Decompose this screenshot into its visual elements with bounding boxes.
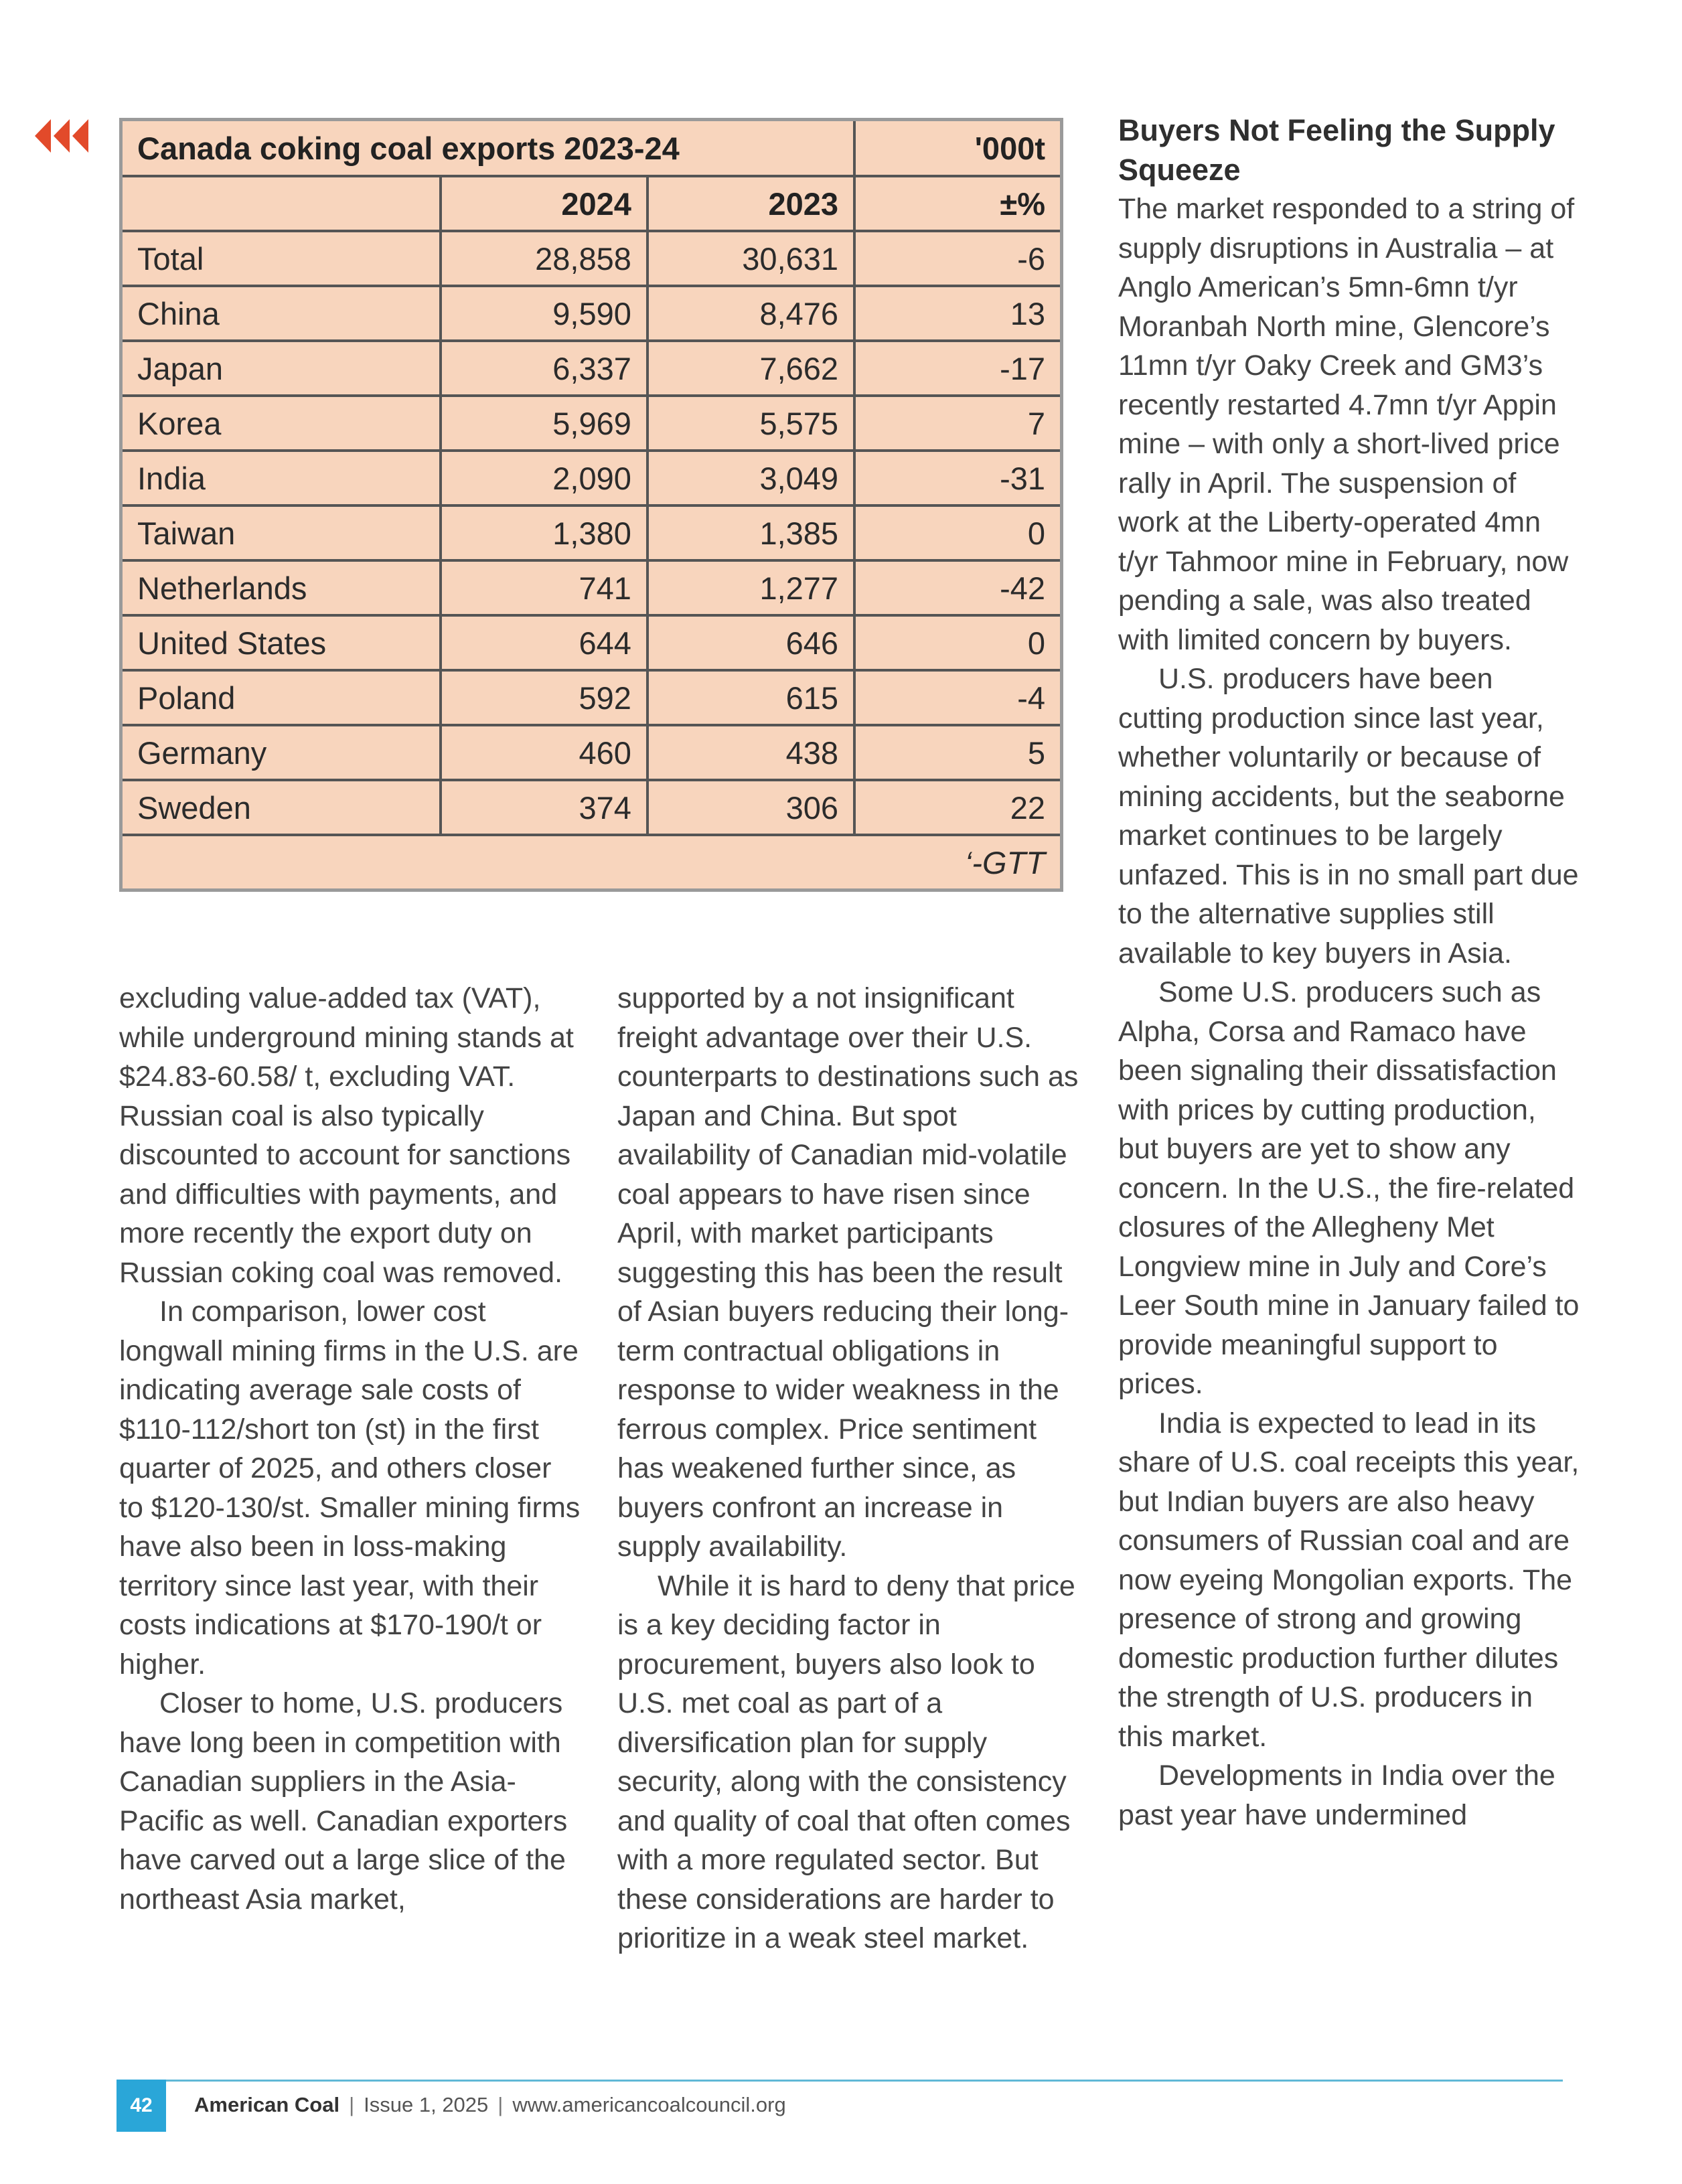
value-2023-cell: 615: [647, 670, 854, 725]
header-change: ±%: [854, 176, 1061, 231]
country-cell: United States: [121, 615, 441, 670]
publication-name: American Coal: [194, 2093, 340, 2116]
table-row: [121, 451, 1062, 505]
value-2024-cell: 28,858: [441, 231, 647, 286]
text-column-1: [119, 979, 581, 1919]
table-row: [121, 231, 1062, 286]
separator: |: [349, 2093, 355, 2116]
paragraph: The market responded to a string of supply disruptions in Australia – at Anglo American’s 5mn-6mn t/yr Moranbah North mine, Glencore’s 11mn t/yr Oaky Creek and GM3’s recently restarted 4.7mn t/yr Appin mine – with only a short-lived price rally in April. The suspension of work at the Liberty-operated 4mn t/yr Tahmoor mine in February, now pending a sale, was also treated with limited concern by buyers.: [1118, 193, 1575, 656]
table-row: [121, 780, 1062, 835]
page-number: 42: [117, 2080, 166, 2132]
table-row: [121, 341, 1062, 396]
paragraph: India is expected to lead in its share of U.S. coal receipts this year, but Indian buyers are also heavy consumers of Russian coal and are now eyeing Mongolian exports. The presence of strong and growing domestic production further dilutes the strength of U.S. producers in this market.: [1118, 1407, 1580, 1753]
country-cell: India: [121, 451, 441, 505]
triangle-left-icon: [35, 119, 51, 153]
country-cell: Netherlands: [121, 560, 441, 615]
table-row: [121, 396, 1062, 451]
table-header-row: [121, 176, 1062, 231]
paragraph: supported by a not insignificant freight advantage over their U.S. counterparts to destinations such as Japan and China. But spot availability of Canadian mid-volatile coal appears to have risen since April, with market participants suggesting this has been the result of Asian buyers reducing their long-term contractual obligations in response to wider weakness in the ferrous complex. Price sentiment has weakened further since, as buyers confront an increase in supply availability.: [617, 982, 1079, 1563]
change-cell: 7: [854, 396, 1061, 451]
change-cell: -17: [854, 341, 1061, 396]
country-cell: Japan: [121, 341, 441, 396]
separator: |: [498, 2093, 504, 2116]
value-2024-cell: 9,590: [441, 286, 647, 341]
table-title-row: [121, 120, 1062, 177]
text-column-2: [617, 979, 1079, 1958]
change-cell: 13: [854, 286, 1061, 341]
value-2023-cell: 7,662: [647, 341, 854, 396]
header-blank: [121, 176, 441, 231]
country-cell: Taiwan: [121, 505, 441, 560]
section-arrows: [35, 119, 88, 153]
header-2023: 2023: [647, 176, 854, 231]
section-heading: Buyers Not Feeling the Supply Squeeze: [1118, 113, 1555, 187]
country-cell: Total: [121, 231, 441, 286]
table-row: [121, 286, 1062, 341]
triangle-left-icon: [54, 119, 70, 153]
change-cell: 22: [854, 780, 1061, 835]
change-cell: -4: [854, 670, 1061, 725]
value-2023-cell: 30,631: [647, 231, 854, 286]
change-cell: -42: [854, 560, 1061, 615]
paragraph: Some U.S. producers such as Alpha, Corsa and Ramaco have been signaling their dissatisfaction with prices by cutting production, but buyers are yet to show any concern. In the U.S., the fire-related closures of the Allegheny Met Longview mine in July and Core’s Leer South mine in January failed to provide meaningful support to prices.: [1118, 976, 1580, 1400]
value-2024-cell: 460: [441, 725, 647, 780]
value-2023-cell: 306: [647, 780, 854, 835]
paragraph: excluding value-added tax (VAT), while underground mining stands at $24.83-60.58/ t, excluding VAT. Russian coal is also typically discounted to account for sanctions and difficulties with payments, and more recently the export duty on Russian coking coal was removed.: [119, 982, 574, 1289]
table-row: [121, 725, 1062, 780]
value-2024-cell: 1,380: [441, 505, 647, 560]
table-row: [121, 505, 1062, 560]
value-2023-cell: 5,575: [647, 396, 854, 451]
change-cell: 0: [854, 505, 1061, 560]
paragraph: U.S. producers have been cutting production since last year, whether voluntarily or because of mining accidents, but the seaborne market continues to be largely unfazed. This is in no small part due to the alternative supplies still available to key buyers in Asia.: [1118, 663, 1579, 969]
change-cell: 5: [854, 725, 1061, 780]
value-2024-cell: 592: [441, 670, 647, 725]
change-cell: -31: [854, 451, 1061, 505]
issue-label: Issue 1, 2025: [364, 2093, 489, 2116]
table-source: ‘-GTT: [121, 835, 1062, 890]
website-link[interactable]: www.americancoalcouncil.org: [512, 2093, 786, 2116]
value-2023-cell: 1,385: [647, 505, 854, 560]
table-row: [121, 615, 1062, 670]
change-cell: 0: [854, 615, 1061, 670]
footer-credits: [194, 2093, 786, 2117]
value-2024-cell: 6,337: [441, 341, 647, 396]
country-cell: Germany: [121, 725, 441, 780]
table-unit: '000t: [854, 120, 1061, 177]
change-cell: -6: [854, 231, 1061, 286]
value-2024-cell: 741: [441, 560, 647, 615]
value-2024-cell: 374: [441, 780, 647, 835]
value-2024-cell: 5,969: [441, 396, 647, 451]
text-column-3: [1118, 111, 1580, 1835]
value-2023-cell: 438: [647, 725, 854, 780]
value-2024-cell: 644: [441, 615, 647, 670]
coal-exports-table: [119, 118, 1063, 892]
country-cell: China: [121, 286, 441, 341]
paragraph: Closer to home, U.S. producers have long been in competition with Canadian suppliers in the Asia-Pacific as well. Canadian exporters have carved out a large slice of the northeast Asia market,: [119, 1687, 568, 1916]
country-cell: Sweden: [121, 780, 441, 835]
value-2023-cell: 8,476: [647, 286, 854, 341]
value-2023-cell: 1,277: [647, 560, 854, 615]
country-cell: Poland: [121, 670, 441, 725]
paragraph: In comparison, lower cost longwall mining firms in the U.S. are indicating average sale costs of $110-112/short ton (st) in the first quarter of 2025, and others closer to $120-130/st. Smaller mining firms have also been in loss-making territory since last year, with their costs indications at $170-190/t or higher.: [119, 1296, 581, 1681]
triangle-left-icon: [72, 119, 88, 153]
value-2023-cell: 3,049: [647, 451, 854, 505]
table-row: [121, 670, 1062, 725]
table-row: [121, 560, 1062, 615]
table-source-row: [121, 835, 1062, 890]
paragraph: While it is hard to deny that price is a key deciding factor in procurement, buyers also look to U.S. met coal as part of a diversification plan for supply security, along with the consistency and quality of coal that often comes with a more regulated sector. But these considerations are harder to prioritize in a weak steel market.: [617, 1569, 1075, 1954]
header-2024: 2024: [441, 176, 647, 231]
table-title: Canada coking coal exports 2023-24: [121, 120, 855, 177]
value-2023-cell: 646: [647, 615, 854, 670]
footer-rule: [117, 2080, 1563, 2082]
paragraph: Developments in India over the past year have undermined: [1118, 1760, 1555, 1831]
country-cell: Korea: [121, 396, 441, 451]
value-2024-cell: 2,090: [441, 451, 647, 505]
